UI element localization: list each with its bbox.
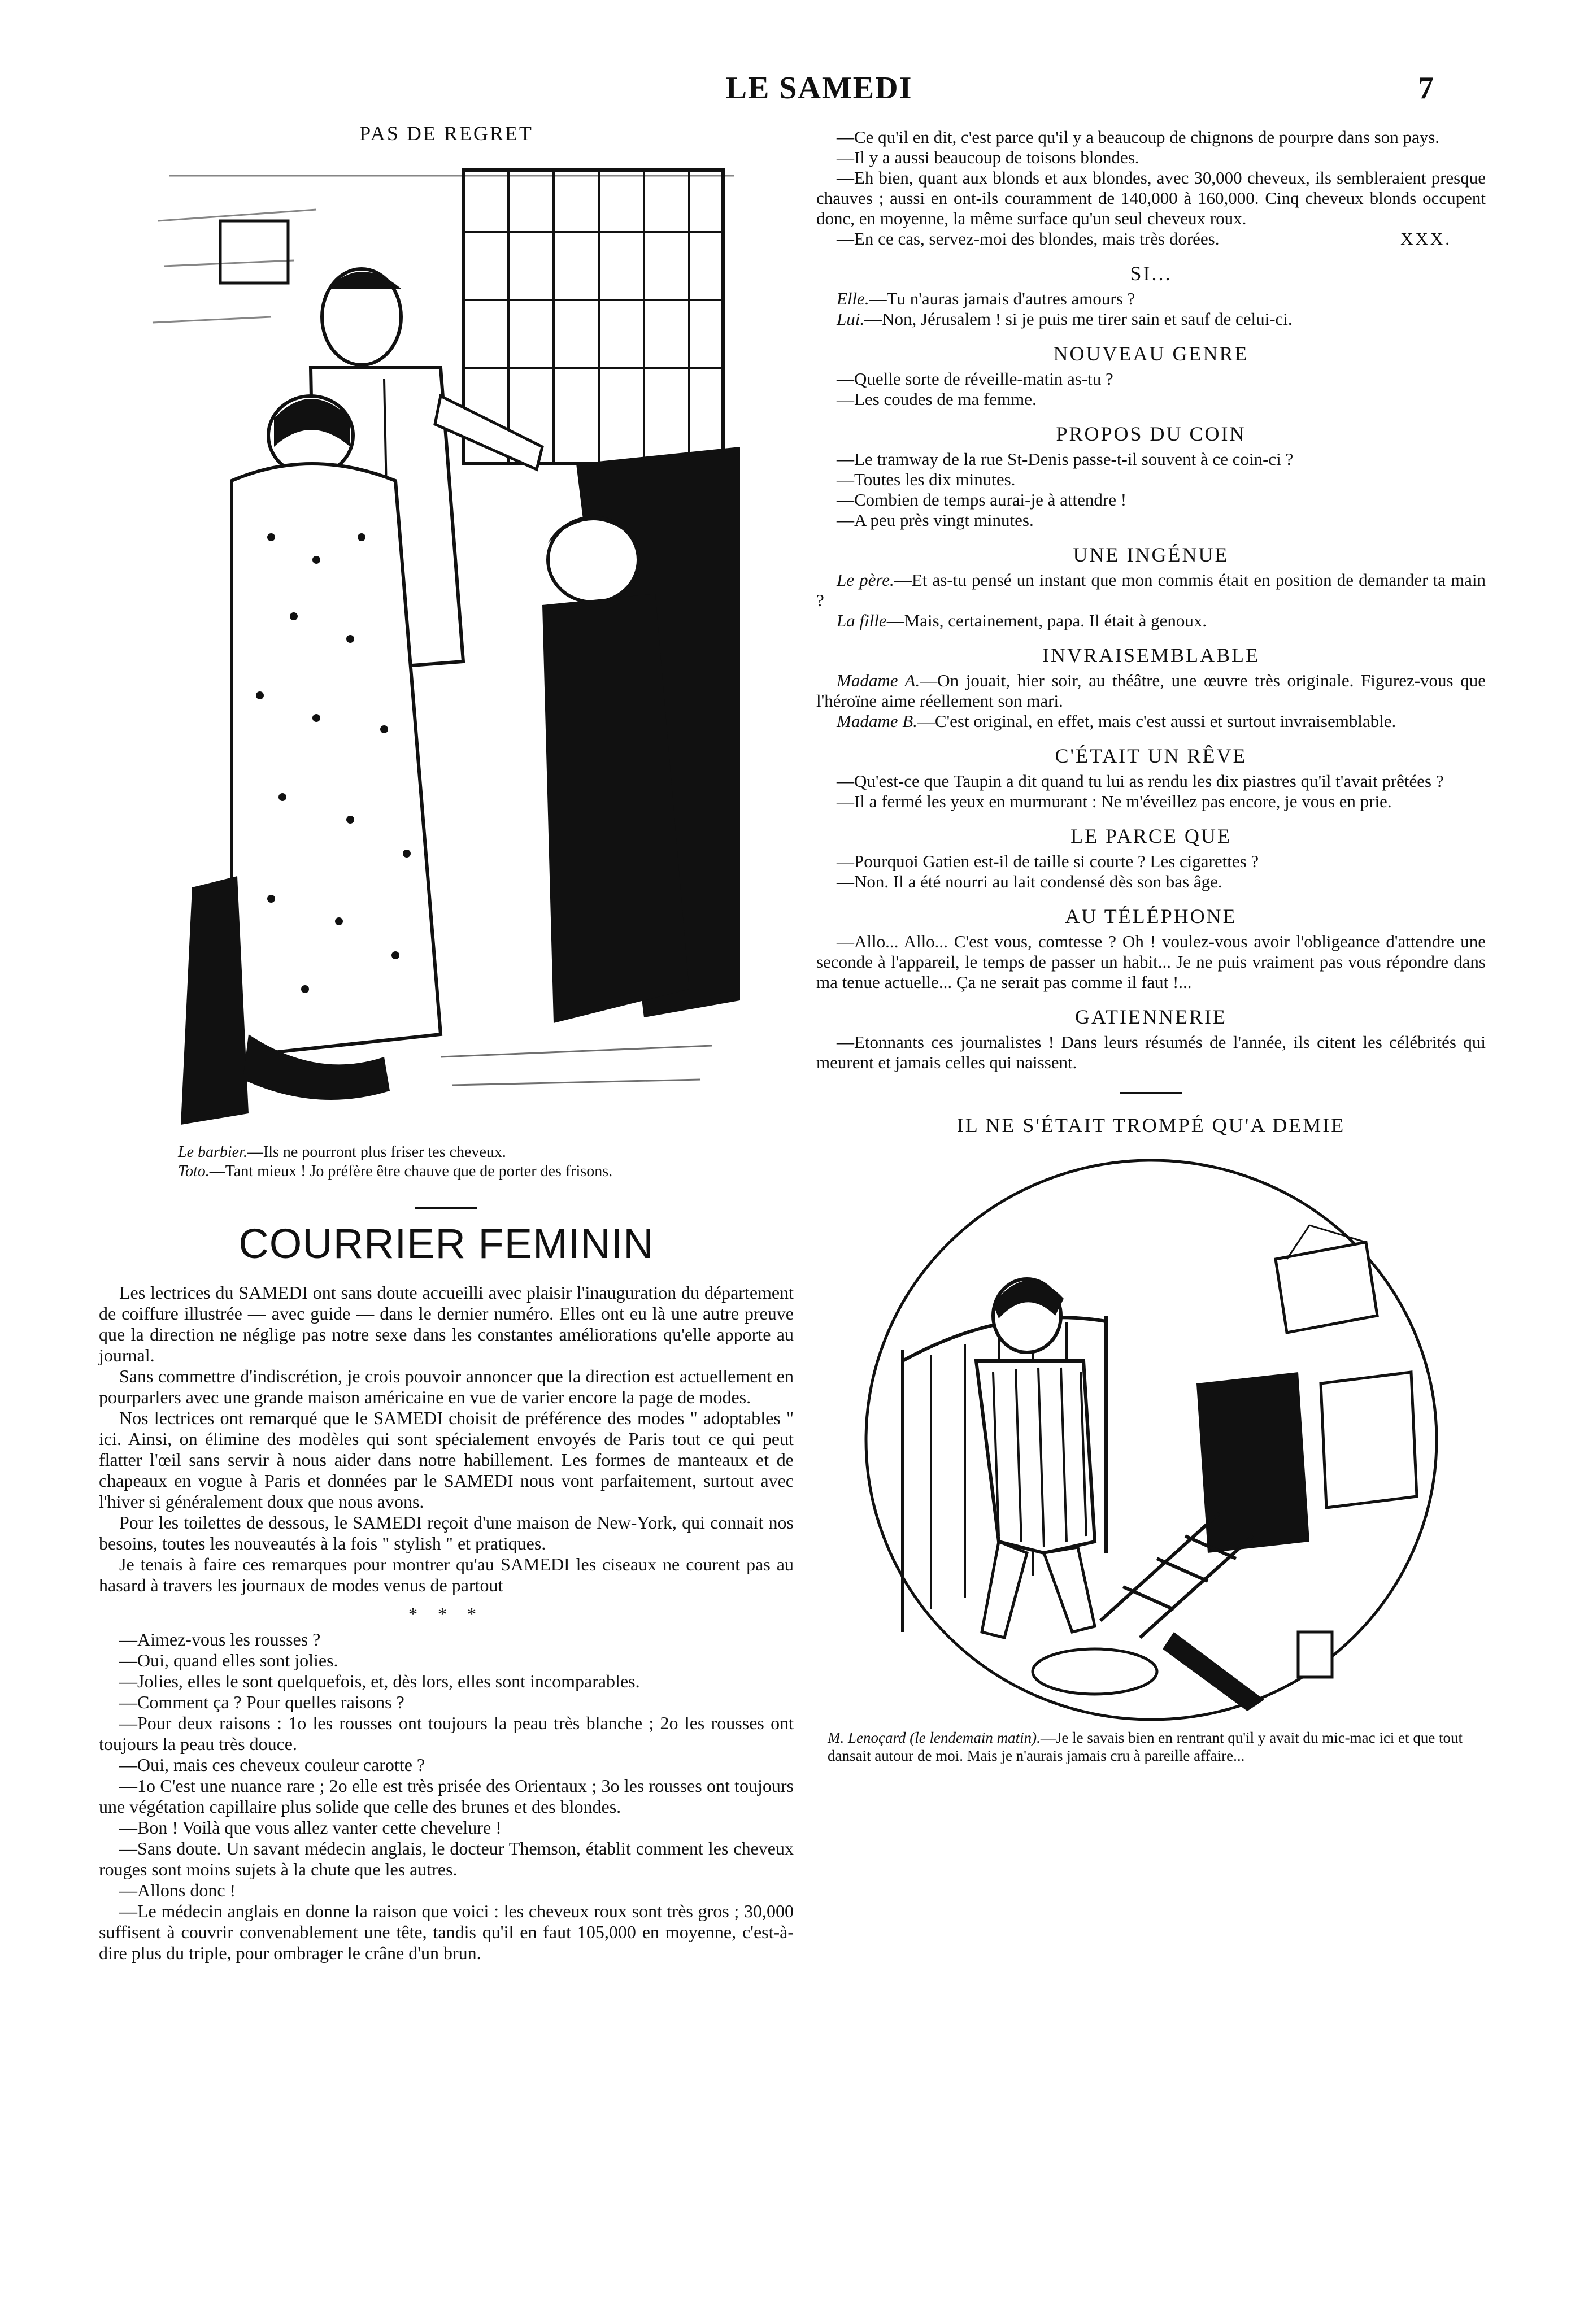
paragraph: Sans commettre d'indiscrétion, je crois pouvoir annoncer que la direction est actuellement en pourparlers avec une grande maison américaine en vue de varier encore la page de modes.: [99, 1366, 794, 1407]
section-divider: [1120, 1092, 1182, 1094]
cartoon-bottom-caption: [828, 1729, 1486, 1765]
caption-speaker-barber: Le barbier.: [178, 1143, 247, 1161]
dialogue-line: [816, 229, 1486, 249]
right-column: [816, 127, 1486, 1765]
dialogue-line: —Allo... Allo... C'est vous, comtesse ? Oh ! voulez-vous avoir l'obligeance d'attendre une seconde à l'appareil, le temps de passer un habit... Je ne puis vraiment pas vous répondre dans ma tenue actuelle... Ça ne serait pas comme il faut !...: [816, 932, 1486, 992]
page-header: [0, 70, 1584, 115]
cartoon-top-title: PAS DE REGRET: [359, 122, 533, 145]
author-signature: XXX.: [1400, 229, 1452, 249]
dialogue-line: —Pour deux raisons : 1o les rousses ont toujours la peau très blanche ; 2o les rousses ont toujours la peau très douce.: [99, 1713, 794, 1754]
dialogue-line: —Toutes les dix minutes.: [837, 469, 1016, 489]
dialogue-line: —Non. Il a été nourri au lait condensé dès son bas âge.: [837, 872, 1222, 891]
bottom-cartoon-frame: [858, 1146, 1445, 1725]
dialogue-line: —1o C'est une nuance rare ; 2o elle est très prisée des Orientaux ; 3o les rousses ont toujours une végétation capillaire plus solide que celle des brunes et des blondes.: [99, 1775, 794, 1817]
paragraph: Je tenais à faire ces remarques pour montrer qu'au SAMEDI les ciseaux ne courent pas au hasard à travers les journaux de modes venus de partout: [99, 1554, 794, 1595]
dialogue-text: —Non, Jérusalem ! si je puis me tirer sain et sauf de celui-ci.: [864, 309, 1293, 329]
speaker: Elle.: [837, 289, 869, 308]
dialogue-text: —En ce cas, servez-moi des blondes, mais très dorées.: [837, 229, 1220, 249]
speaker: Le père.: [837, 570, 894, 590]
stars-separator: * * *: [408, 1604, 484, 1624]
caption-speaker: M. Lenoçard (le lendemain matin).: [828, 1729, 1041, 1746]
dialogue-line: [816, 289, 1486, 309]
dialogue-line: —Qu'est-ce que Taupin a dit quand tu lui as rendu les dix piastres qu'il t'avait prêtées ?: [837, 771, 1444, 791]
speaker: Madame A.: [837, 671, 920, 690]
dialogue-line: —Ce qu'il en dit, c'est parce qu'il y a beaucoup de chignons de pourpre dans son pays.: [837, 127, 1440, 147]
speaker: Madame B.: [837, 711, 917, 731]
dialogue-text: —On jouait, hier soir, au théâtre, une œuvre très originale. Figurez-vous que l'héroïne aime réellement son mari.: [816, 671, 1486, 711]
dialogue-line: —Quelle sorte de réveille-matin as-tu ?: [837, 369, 1113, 389]
dialogue-line: —Il y a aussi beaucoup de toisons blondes.: [837, 147, 1139, 167]
cartoon-top-caption: [178, 1143, 794, 1181]
intro-dialogue: [816, 127, 1486, 249]
cartoon-bottom-title: IL NE S'ÉTAIT TROMPÉ QU'A DEMIE: [956, 1114, 1346, 1137]
dialogue-line: —Allons donc !: [119, 1880, 236, 1900]
dialogue-line: [816, 611, 1486, 631]
hangover-cartoon-illustration: [858, 1146, 1445, 1722]
newspaper-title: LE SAMEDI: [725, 71, 913, 106]
dialogue-line: —Il a fermé les yeux en murmurant : Ne m'éveillez pas encore, je vous en prie.: [837, 791, 1392, 811]
dialogue-line: —Pourquoi Gatien est-il de taille si courte ? Les cigarettes ?: [837, 851, 1259, 871]
dialogue-line: [816, 671, 1486, 711]
dialogue-line: —Etonnants ces journalistes ! Dans leurs résumés de l'année, ils citent les célébrités qui meurent et jamais celles qui naissent.: [816, 1032, 1486, 1072]
paragraph: Pour les toilettes de dessous, le SAMEDI reçoit d'une maison de New-York, qui connait nos besoins, toutes les nouveautés à la fois " stylish " et pratiques.: [99, 1512, 794, 1553]
dialogue-line: —Oui, mais ces cheveux couleur carotte ?: [119, 1755, 425, 1775]
dialogue-text: —C'est original, en effet, mais c'est aussi et surtout invraisemblable.: [917, 711, 1396, 731]
dialogue-line: —Le médecin anglais en donne la raison que voici : les cheveux roux sont très gros ; 30,000 suffisent à couvrir convenablement une tête, tandis qu'il en faut 105,000 en moyenne, c'est-à-dire plus du triple, pour ombrager le crâne d'un brun.: [99, 1901, 794, 1963]
dialogue-line: [816, 309, 1486, 329]
courrier-dialogue: [99, 1629, 794, 1964]
dialogue-text: —Tu n'auras jamais d'autres amours ?: [869, 289, 1135, 308]
courrier-paragraphs: [99, 1282, 794, 1596]
dialogue-text: —Et as-tu pensé un instant que mon commis était en position de demander ta main ?: [816, 570, 1486, 610]
section-title-etait-un-reve: C'ÉTAIT UN RÊVE: [1055, 745, 1247, 767]
dialogue-line: —Le tramway de la rue St-Denis passe-t-il souvent à ce coin-ci ?: [837, 449, 1294, 469]
dialogue-line: [816, 570, 1486, 611]
dialogue-line: —Comment ça ? Pour quelles raisons ?: [119, 1692, 404, 1712]
dialogue-text: —Mais, certainement, papa. Il était à genoux.: [886, 611, 1207, 630]
page-number: 7: [1418, 71, 1434, 106]
dialogue-line: —Aimez-vous les rousses ?: [119, 1629, 321, 1650]
left-column: [99, 121, 794, 1964]
section-title-propos-du-coin: PROPOS DU COIN: [1056, 423, 1246, 445]
courrier-feminin-title: COURRIER FEMININ: [238, 1220, 654, 1267]
section-title-au-telephone: AU TÉLÉPHONE: [1065, 905, 1237, 928]
caption-line-toto: —Tant mieux ! Jo préfère être chauve que de porter des frisons.: [209, 1163, 613, 1180]
dialogue-line: —Sans doute. Un savant médecin anglais, le docteur Themson, établit comment les cheveux rouges sont moins sujets à la chute que les autres.: [99, 1838, 794, 1879]
dialogue-line: —Les coudes de ma femme.: [837, 389, 1037, 409]
barber-cartoon-illustration: [147, 153, 746, 1136]
section-title-une-ingenue: UNE INGÉNUE: [1073, 543, 1229, 566]
speaker: Lui.: [837, 309, 865, 329]
section-title-nouveau-genre: NOUVEAU GENRE: [1053, 342, 1249, 365]
speaker: La fille: [837, 611, 887, 630]
dialogue-line: —Bon ! Voilà que vous allez vanter cette chevelure !: [119, 1817, 502, 1838]
section-title-gatiennerie: GATIENNERIE: [1075, 1006, 1227, 1028]
caption-line-barber: —Ils ne pourront plus friser tes cheveux.: [247, 1143, 506, 1161]
caption-speaker-toto: Toto.: [178, 1163, 210, 1180]
dialogue-line: —Eh bien, quant aux blonds et aux blondes, avec 30,000 cheveux, ils sembleraient presque chauves ; aussi en ont-ils couramment de 140,000 à 160,000. Cinq cheveux blonds occupent donc, en moyenne, la même surface qu'un seul cheveux roux.: [816, 168, 1486, 228]
section-divider: [415, 1207, 477, 1209]
dialogue-line: [816, 711, 1486, 732]
paragraph: Nos lectrices ont remarqué que le SAMEDI choisit de préférence des modes " adoptables " ici. Ainsi, on élimine des modèles qui sont spécialement envoyés de Paris tout ce qui peut flatter l'œil sans servir à nous aider dans notre habillement. Les formes de manteaux et de chapeaux en vogue à Paris et données par le SAMEDI nous vont parfaitement, surtout avec l'hiver si généralement doux que nous avons.: [99, 1408, 794, 1512]
section-title-invraisemblable: INVRAISEMBLABLE: [1042, 644, 1260, 667]
dialogue-line: —Jolies, elles le sont quelquefois, et, dès lors, elles sont incomparables.: [119, 1671, 640, 1691]
section-title-si: SI...: [1130, 262, 1172, 285]
dialogue-line: —A peu près vingt minutes.: [837, 510, 1034, 530]
paragraph: Les lectrices du SAMEDI ont sans doute accueilli avec plaisir l'inauguration du département de coiffure illustrée — avec guide — dans le dernier numéro. Elles ont eu là une autre preuve que la direction ne néglige pas notre sexe dans les constantes améliorations qu'elle apporte au journal.: [99, 1282, 794, 1365]
caption-text: —Je le savais bien en rentrant qu'il y avait du mic-mac ici et que tout dansait autour de moi. Mais je n'aurais jamais cru à pareille affaire...: [828, 1729, 1463, 1764]
dialogue-line: —Oui, quand elles sont jolies.: [119, 1650, 338, 1670]
section-title-le-parce-que: LE PARCE QUE: [1070, 825, 1231, 847]
dialogue-line: —Combien de temps aurai-je à attendre !: [837, 490, 1127, 510]
